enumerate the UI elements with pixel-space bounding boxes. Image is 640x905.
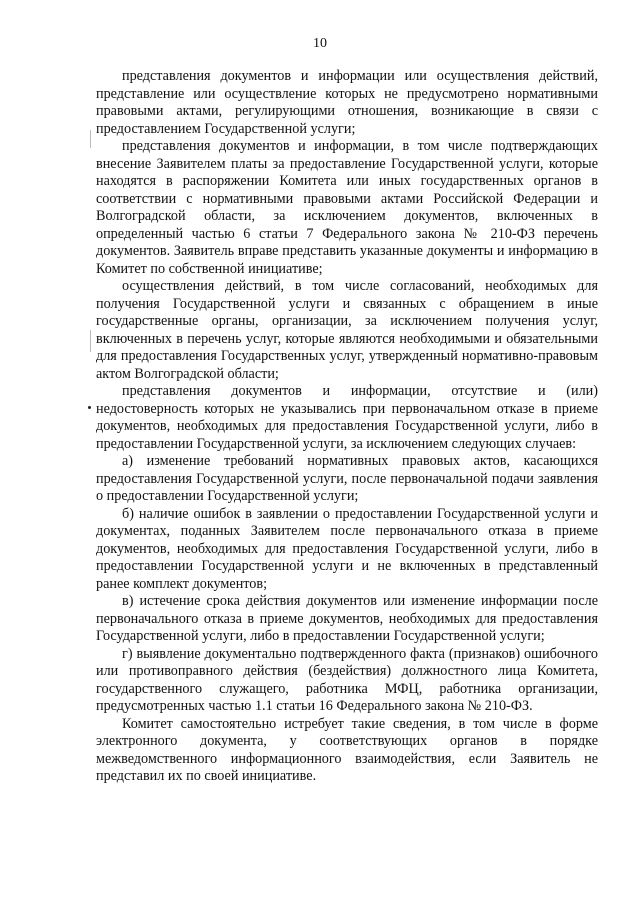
paragraph-actions-approvals: осуществления действий, в том числе согласований, необходимых для получения Государственной услуги и связанных с обращением в иные государственные органы, организации, за исключением получения услуг, включенных в перечень услуг, которые являются необходимыми и обязательными для предоставления Государственных услуг, утвержденный нормативно-правовым актом Волгоградской области; bbox=[96, 278, 598, 382]
paragraph-committee-requests: Комитет самостоятельно истребует такие сведения, в том числе в форме электронного документа, у соответствующих органов в порядке межведомственного информационного взаимодействия, если Заявитель не представил их по своей инициативе. bbox=[96, 715, 598, 784]
page-number: 10 bbox=[313, 36, 327, 51]
paragraph-initial-refusal: представления документов и информации, отсутствие и (или) недостоверность которых не указывались при первоначальном отказе в приеме документов, необходимых для предоставления Государственной услуги, либо в предоставлении Государственной услуги, за исключением следующих случаев: bbox=[96, 383, 598, 452]
paragraph-case-a: а) изменение требований нормативных правовых актов, касающихся предоставления Государственной услуги, после первоначальной подачи заявления о предоставлении Государственной услуги; bbox=[96, 453, 598, 504]
scan-artifact-line bbox=[90, 130, 91, 148]
paragraph-documents-in-possession: представления документов и информации, в том числе подтверждающих внесение Заявителем платы за предоставление Государственной услуги, которые находятся в распоряжении Комитета или иных государственных органов в соответствии с нормативными правовыми актами Российской Федерации и Волгоградской области, за исключением документов, включенных в определенный частью 6 статьи 7 Федерального закона № 210-ФЗ перечень документов. Заявитель вправе представить указанные документы и информацию в Комитет по собственной инициативе; bbox=[96, 138, 598, 277]
paragraph-case-b: б) наличие ошибок в заявлении о предоставлении Государственной услуги и документах, поданных Заявителем после первоначального отказа в приеме документов, необходимых для предоставления Государственной услуги, либо в предоставлении Государственной услуги и не включенных в представленный ранее комплект документов; bbox=[96, 505, 598, 592]
document-body bbox=[96, 68, 598, 786]
paragraph-case-c: в) истечение срока действия документов или изменение информации после первоначального отказа в приеме документов, необходимых для предоставления Государственной услуги, либо в предоставлении Государственной услуги; bbox=[96, 593, 598, 644]
paragraph-case-d: г) выявление документально подтвержденного факта (признаков) ошибочного или противоправного действия (бездействия) должностного лица Комитета, государственного служащего, работника МФЦ, работника организации, предусмотренных частью 1.1 статьи 16 Федерального закона № 210-ФЗ. bbox=[96, 645, 598, 714]
scan-artifact-dot bbox=[88, 406, 91, 409]
scan-artifact-line bbox=[90, 330, 91, 352]
paragraph-representation-documents: представления документов и информации или осуществления действий, представление или осуществление которых не предусмотрено нормативными правовыми актами, регулирующими отношения, возникающие в связи с предоставлением Государственной услуги; bbox=[96, 68, 598, 137]
